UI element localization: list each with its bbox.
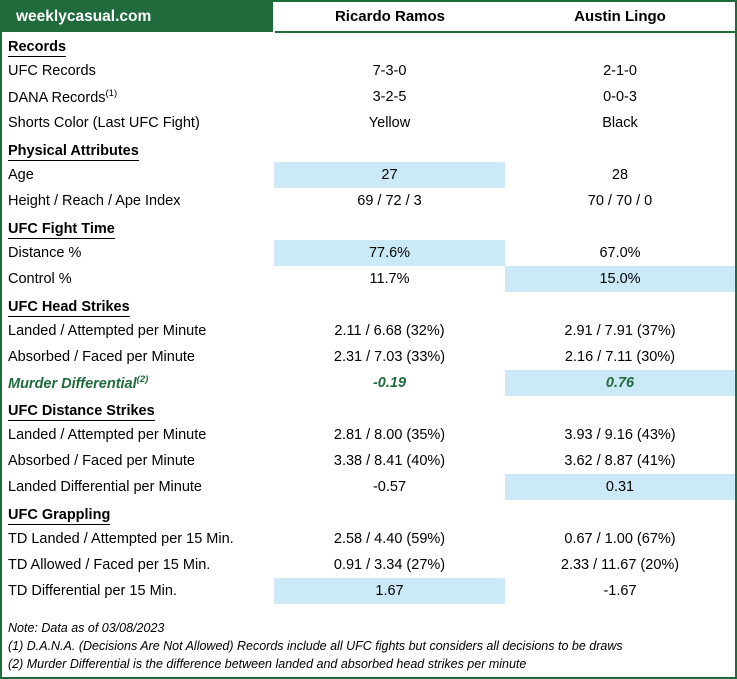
section-header-row [2,500,735,526]
row-label [2,578,274,604]
fighter-2-name: Austin Lingo [505,2,735,32]
row-label-text: Absorbed / Faced per Minute [8,349,195,365]
fighter-1-value: 2.31 / 7.03 (33%) [333,349,446,365]
section-title-text: Physical Attributes [8,143,139,159]
brand-logo: weeklycasual.com [2,2,274,32]
row-label-text: Landed / Attempted per Minute [8,427,207,443]
row-label [2,58,274,84]
fighter-1-value: 2.81 / 8.00 (35%) [333,427,446,443]
fighter-1-value: 2.11 / 6.68 (32%) [334,323,445,339]
table-row [2,188,735,214]
section-title-text: UFC Distance Strikes [8,403,155,419]
footnotes [2,619,735,673]
section-title [2,136,274,162]
fighter-2-value: 3.62 / 8.87 (41%) [564,453,676,469]
row-label [2,448,274,474]
section-spacer-cell [274,292,505,318]
section-title [2,214,274,240]
table-row [2,110,735,136]
section-spacer-cell [505,500,735,526]
row-label-text: Distance % [8,245,82,261]
row-label-text: DANA Records [8,89,106,106]
fighter-comparison-table [2,2,735,604]
section-title-text: UFC Head Strikes [8,299,130,315]
fighter-2-value: -1.67 [603,583,637,599]
fighter-1-value: 69 / 72 / 3 [357,193,422,209]
section-spacer-cell [505,292,735,318]
row-label-text: TD Allowed / Faced per 15 Min. [8,557,211,573]
fighter-2-value: 2.33 / 11.67 (20%) [560,557,680,573]
footnote-0: Note: Data as of 03/08/2023 [8,621,165,635]
row-label [2,240,274,266]
footnote-marker: (2) [136,374,149,386]
row-label [2,370,274,396]
row-label [2,474,274,500]
fighter-2-value: Black [602,115,638,131]
row-label [2,266,274,292]
row-label-text: TD Landed / Attempted per 15 Min. [8,531,234,547]
row-label [2,318,274,344]
section-spacer-cell [505,136,735,162]
row-label-text: Age [8,167,34,183]
section-spacer-cell [274,32,505,58]
row-label-text: Height / Reach / Ape Index [8,193,181,209]
row-label [2,84,274,110]
fighter-1-value: Yellow [368,115,411,131]
table-row [2,552,735,578]
fighter-1-value: -0.57 [372,479,407,495]
fighter-2-value: 2.91 / 7.91 (37%) [564,323,676,339]
table-row [2,162,735,188]
fighter-2-value: 2-1-0 [603,63,637,79]
section-spacer-cell [274,136,505,162]
fighter-1-value: -0.19 [372,375,407,391]
row-label-text: Landed / Attempted per Minute [8,323,207,339]
table-row [2,474,735,500]
row-label-text: Shorts Color (Last UFC Fight) [8,115,200,131]
section-title-text: UFC Fight Time [8,221,115,237]
section-spacer-cell [274,214,505,240]
table-row [2,84,735,110]
fighter-2-value: 2.16 / 7.11 (30%) [564,349,676,365]
fighter-1-value: 0.91 / 3.34 (27%) [333,557,446,573]
fighter-2-value: 0.67 / 1.00 (67%) [564,531,676,547]
fighter-1-value: 27 [274,162,505,188]
fighter-1-value: 3.38 / 8.41 (40%) [333,453,446,469]
section-title-text: Records [8,39,67,55]
row-label-text: Landed Differential per Minute [8,479,202,495]
row-label [2,344,274,370]
row-label [2,552,274,578]
table-row [2,58,735,84]
table-row [2,526,735,552]
section-spacer-cell [274,500,505,526]
fighter-2-value: 0.76 [505,370,735,396]
section-title [2,396,274,422]
row-label-text: Absorbed / Faced per Minute [8,453,195,469]
section-header-row [2,396,735,422]
fighter-1-name: Ricardo Ramos [274,2,505,32]
row-label-text: Control % [8,271,72,287]
table-row [2,318,735,344]
fighter-2-value: 67.0% [599,245,641,261]
row-label [2,110,274,136]
section-spacer-cell [505,214,735,240]
row-label-text: UFC Records [8,63,96,79]
fighter-1-value: 77.6% [274,240,505,266]
fighter-1-value: 2.58 / 4.40 (59%) [333,531,446,547]
footnote-2: (2) Murder Differential is the difference between landed and absorbed head strikes per minute [8,657,527,671]
fighter-1-value: 3-2-5 [372,89,407,105]
section-header-row [2,136,735,162]
section-title [2,32,274,58]
section-title [2,500,274,526]
section-title-text: UFC Grappling [8,507,111,523]
footnote-marker: (1) [105,88,118,100]
fighter-2-value: 28 [611,167,629,183]
row-label [2,422,274,448]
section-spacer-cell [274,396,505,422]
fighter-2-value: 15.0% [505,266,735,292]
section-header-row [2,292,735,318]
table-row [2,370,735,396]
row-label-text: Murder Differential [8,375,137,392]
section-header-row [2,32,735,58]
section-spacer-cell [505,32,735,58]
fighter-2-value: 0-0-3 [603,89,637,105]
table-header-row [2,2,735,32]
fighter-2-value: 0.31 [505,474,735,500]
table-row [2,266,735,292]
fighter-2-value: 70 / 70 / 0 [587,193,653,209]
row-label [2,188,274,214]
section-spacer-cell [505,396,735,422]
section-header-row [2,214,735,240]
table-row [2,448,735,474]
row-label-text: TD Differential per 15 Min. [8,583,177,599]
table-row [2,422,735,448]
fighter-1-value: 7-3-0 [372,63,407,79]
row-label [2,162,274,188]
fighter-1-value: 1.67 [274,578,505,604]
table-row [2,344,735,370]
table-row [2,578,735,604]
row-label [2,526,274,552]
section-title [2,292,274,318]
fighter-1-value: 11.7% [369,271,410,287]
table-row [2,240,735,266]
fighter-2-value: 3.93 / 9.16 (43%) [564,427,676,443]
footnote-1: (1) D.A.N.A. (Decisions Are Not Allowed) Records include all UFC fights but considers all decisions to be draws [8,639,623,653]
